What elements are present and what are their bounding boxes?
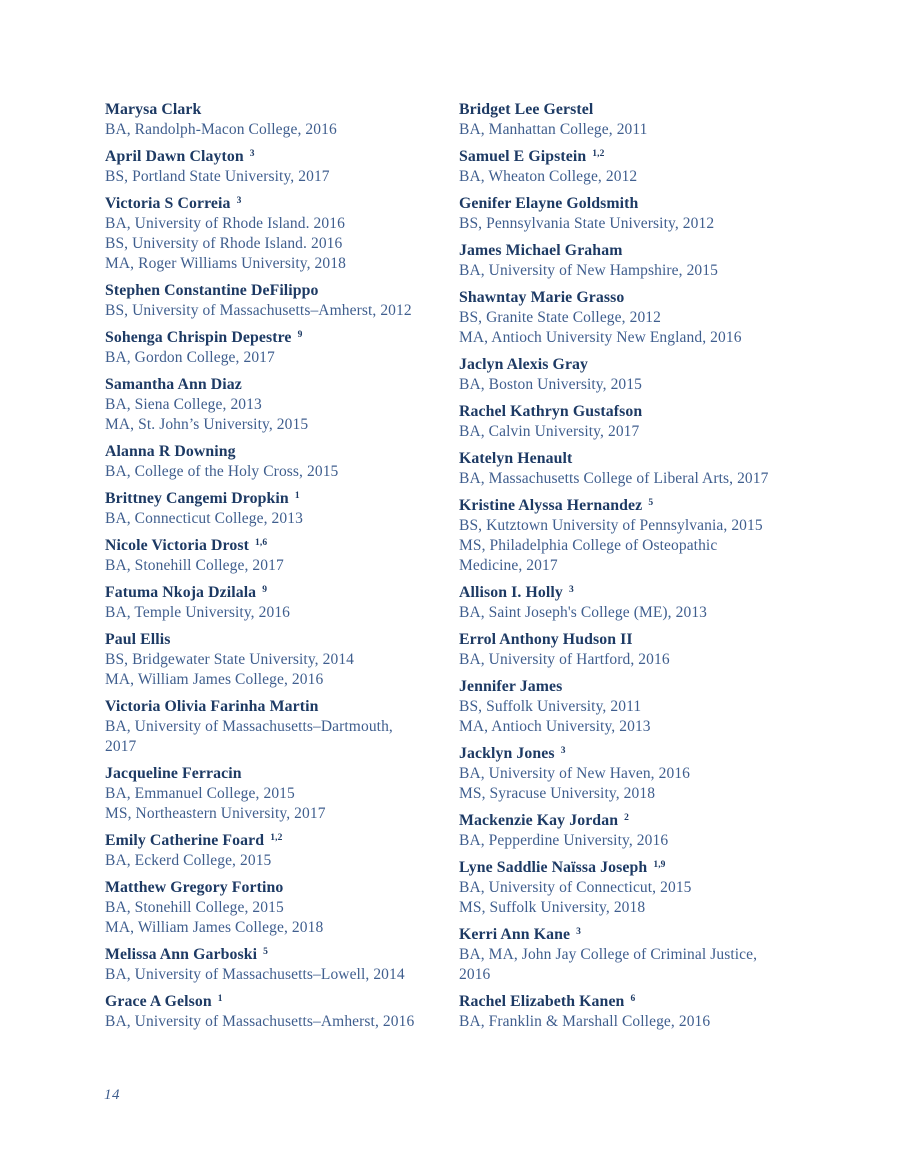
graduate-entry xyxy=(105,583,450,623)
graduate-name: Mackenzie Kay Jordan $^2$ xyxy=(459,812,629,829)
column-right xyxy=(459,100,804,1039)
footnote-superscript: 3 xyxy=(568,585,574,595)
degree-line: BA, University of Rhode Island. 2016 xyxy=(105,215,345,232)
footnote-superscript: 3 xyxy=(576,927,582,937)
graduate-entry xyxy=(105,442,450,482)
degree-line: BA, Boston University, 2015 xyxy=(459,376,642,393)
degree-line: BA, University of Massachusetts–Amherst, 2016 xyxy=(105,1013,415,1030)
graduate-entry xyxy=(105,536,450,576)
graduate-name: Matthew Gregory Fortino xyxy=(105,879,284,896)
graduate-name: Bridget Lee Gerstel xyxy=(459,101,594,118)
footnote-superscript: 1,6 xyxy=(255,538,268,548)
degree-line: BA, University of Hartford, 2016 xyxy=(459,651,670,668)
footnote-superscript: 1 xyxy=(217,994,223,1004)
graduate-entry xyxy=(105,697,450,757)
graduate-entry xyxy=(459,630,804,670)
graduate-name: Marysa Clark xyxy=(105,101,202,118)
graduate-name: Victoria Olivia Farinha Martin xyxy=(105,698,319,715)
graduate-name: Melissa Ann Garboski $^5$ xyxy=(105,946,269,963)
graduate-name: Genifer Elayne Goldsmith xyxy=(459,195,639,212)
degree-line: BA, Stonehill College, 2015 xyxy=(105,899,284,916)
degree-line: BA, Eckerd College, 2015 xyxy=(105,852,272,869)
degree-line: BA, Temple University, 2016 xyxy=(105,604,291,621)
graduate-entry xyxy=(105,489,450,529)
graduate-entry xyxy=(105,831,450,871)
graduate-entry xyxy=(105,194,450,274)
graduate-name: Jacqueline Ferracin xyxy=(105,765,242,782)
graduate-name: Emily Catherine Foard $^{1,2}$ xyxy=(105,832,283,849)
degree-line: 2017 xyxy=(105,738,137,755)
graduate-name: Jaclyn Alexis Gray xyxy=(459,356,589,373)
degree-line: BA, Calvin University, 2017 xyxy=(459,423,640,440)
graduate-entry xyxy=(459,677,804,737)
degree-line: MA, William James College, 2016 xyxy=(105,671,324,688)
degree-line: BA, Saint Joseph's College (ME), 2013 xyxy=(459,604,708,621)
footnote-superscript: 2 xyxy=(624,813,629,823)
graduate-name: Stephen Constantine DeFilippo xyxy=(105,282,319,299)
graduate-entry xyxy=(105,328,450,368)
graduate-name: Alanna R Downing xyxy=(105,443,236,460)
graduate-name: Sohenga Chrispin Depestre $^9$ xyxy=(105,329,303,346)
degree-line: MS, Philadelphia College of Osteopathic xyxy=(459,537,718,554)
degree-line: BA, Manhattan College, 2011 xyxy=(459,121,648,138)
graduate-name: Samantha Ann Diaz xyxy=(105,376,242,393)
degree-line: BA, Randolph-Macon College, 2016 xyxy=(105,121,337,138)
graduate-entry xyxy=(105,764,450,824)
graduate-name: Brittney Cangemi Dropkin $^1$ xyxy=(105,490,300,507)
degree-line: MA, William James College, 2018 xyxy=(105,919,324,936)
degree-line: BA, University of New Hampshire, 2015 xyxy=(459,262,718,279)
degree-line: MA, Antioch University New England, 2016 xyxy=(459,329,742,346)
degree-line: BS, Bridgewater State University, 2014 xyxy=(105,651,355,668)
graduate-entry xyxy=(459,496,804,576)
graduate-entry xyxy=(459,992,804,1032)
degree-line: BS, University of Massachusetts–Amherst, 2012 xyxy=(105,302,412,319)
graduate-name: Samuel E Gipstein $^{1,2}$ xyxy=(459,148,605,165)
degree-line: BA, Siena College, 2013 xyxy=(105,396,262,413)
graduate-name: Rachel Kathryn Gustafson xyxy=(459,403,643,420)
degree-line: 2016 xyxy=(459,966,491,983)
degree-line: BS, Kutztown University of Pennsylvania, 2015 xyxy=(459,517,763,534)
degree-line: BA, Gordon College, 2017 xyxy=(105,349,275,366)
graduate-name: Fatuma Nkoja Dzilala $^9$ xyxy=(105,584,268,601)
graduate-entry xyxy=(459,744,804,804)
graduate-name: Lyne Saddlie Naïssa Joseph $^{1,9}$ xyxy=(459,859,666,876)
graduate-entry xyxy=(459,355,804,395)
degree-line: MS, Northeastern University, 2017 xyxy=(105,805,326,822)
graduate-entry xyxy=(105,281,450,321)
footnote-superscript: 5 xyxy=(648,498,654,508)
graduate-entry xyxy=(459,449,804,489)
graduate-entry xyxy=(459,811,804,851)
graduate-entry xyxy=(459,583,804,623)
graduate-entry xyxy=(105,100,450,140)
page-number: 14 xyxy=(104,1087,120,1103)
degree-line: BA, Emmanuel College, 2015 xyxy=(105,785,295,802)
degree-line: BA, MA, John Jay College of Criminal Justice, xyxy=(459,946,758,963)
graduate-name: Shawntay Marie Grasso xyxy=(459,289,625,306)
footnote-superscript: 1 xyxy=(294,491,300,501)
footnote-superscript: 1,9 xyxy=(653,860,666,870)
footnote-superscript: 9 xyxy=(262,585,268,595)
degree-line: BS, Suffolk University, 2011 xyxy=(459,698,642,715)
graduate-name: Kerri Ann Kane $^3$ xyxy=(459,926,582,943)
footnote-superscript: 5 xyxy=(263,947,269,957)
footnote-superscript: 3 xyxy=(236,196,242,206)
graduate-name: April Dawn Clayton $^3$ xyxy=(105,148,255,165)
degree-line: BA, College of the Holy Cross, 2015 xyxy=(105,463,339,480)
graduate-entry xyxy=(459,858,804,918)
degree-line: BA, Stonehill College, 2017 xyxy=(105,557,284,574)
graduate-name: Nicole Victoria Drost $^{1,6}$ xyxy=(105,537,268,554)
degree-line: BS, University of Rhode Island. 2016 xyxy=(105,235,343,252)
graduate-entry xyxy=(105,878,450,938)
graduate-entry xyxy=(105,992,450,1032)
graduate-name: James Michael Graham xyxy=(459,242,623,259)
graduate-entry xyxy=(459,241,804,281)
degree-line: BA, Connecticut College, 2013 xyxy=(105,510,303,527)
degree-line: BA, University of New Haven, 2016 xyxy=(459,765,691,782)
graduate-name: Katelyn Henault xyxy=(459,450,573,467)
graduate-entry xyxy=(459,194,804,234)
footnote-superscript: 1,2 xyxy=(270,833,283,843)
graduate-name: Errol Anthony Hudson II xyxy=(459,631,633,648)
footnote-superscript: 3 xyxy=(560,746,566,756)
degree-line: BA, Massachusetts College of Liberal Arts, 2017 xyxy=(459,470,769,487)
graduate-entry xyxy=(105,630,450,690)
degree-line: MS, Suffolk University, 2018 xyxy=(459,899,646,916)
graduate-name: Jacklyn Jones $^3$ xyxy=(459,745,566,762)
footnote-superscript: 9 xyxy=(297,330,303,340)
degree-line: BS, Granite State College, 2012 xyxy=(459,309,661,326)
graduate-entry xyxy=(105,147,450,187)
degree-line: MS, Syracuse University, 2018 xyxy=(459,785,656,802)
column-left xyxy=(105,100,450,1039)
degree-line: MA, Roger Williams University, 2018 xyxy=(105,255,346,272)
degree-line: MA, Antioch University, 2013 xyxy=(459,718,651,735)
footnote-superscript: 1,2 xyxy=(592,149,605,159)
degree-line: BA, Wheaton College, 2012 xyxy=(459,168,638,185)
footnote-superscript: 3 xyxy=(249,149,255,159)
graduate-name: Victoria S Correia $^3$ xyxy=(105,195,242,212)
graduate-entry xyxy=(459,147,804,187)
degree-line: Medicine, 2017 xyxy=(459,557,558,574)
degree-line: BS, Portland State University, 2017 xyxy=(105,168,330,185)
degree-line: MA, St. John’s University, 2015 xyxy=(105,416,309,433)
graduate-entry xyxy=(459,288,804,348)
degree-line: BA, University of Massachusetts–Dartmouth, xyxy=(105,718,393,735)
graduate-name: Kristine Alyssa Hernandez $^5$ xyxy=(459,497,654,514)
graduate-name: Rachel Elizabeth Kanen $^6$ xyxy=(459,993,636,1010)
graduate-entry xyxy=(459,402,804,442)
degree-line: BA, Franklin & Marshall College, 2016 xyxy=(459,1013,711,1030)
graduate-name: Grace A Gelson $^1$ xyxy=(105,993,223,1010)
degree-line: BA, University of Connecticut, 2015 xyxy=(459,879,692,896)
graduate-name: Paul Ellis xyxy=(105,631,171,648)
footnote-superscript: 6 xyxy=(630,994,636,1004)
graduate-entry xyxy=(459,100,804,140)
graduate-entry xyxy=(105,945,450,985)
graduate-entry xyxy=(105,375,450,435)
graduate-name: Jennifer James xyxy=(459,678,563,695)
degree-line: BS, Pennsylvania State University, 2012 xyxy=(459,215,715,232)
degree-line: BA, University of Massachusetts–Lowell, 2014 xyxy=(105,966,405,983)
degree-line: BA, Pepperdine University, 2016 xyxy=(459,832,669,849)
graduate-entry xyxy=(459,925,804,985)
graduate-name: Allison I. Holly $^3$ xyxy=(459,584,574,601)
